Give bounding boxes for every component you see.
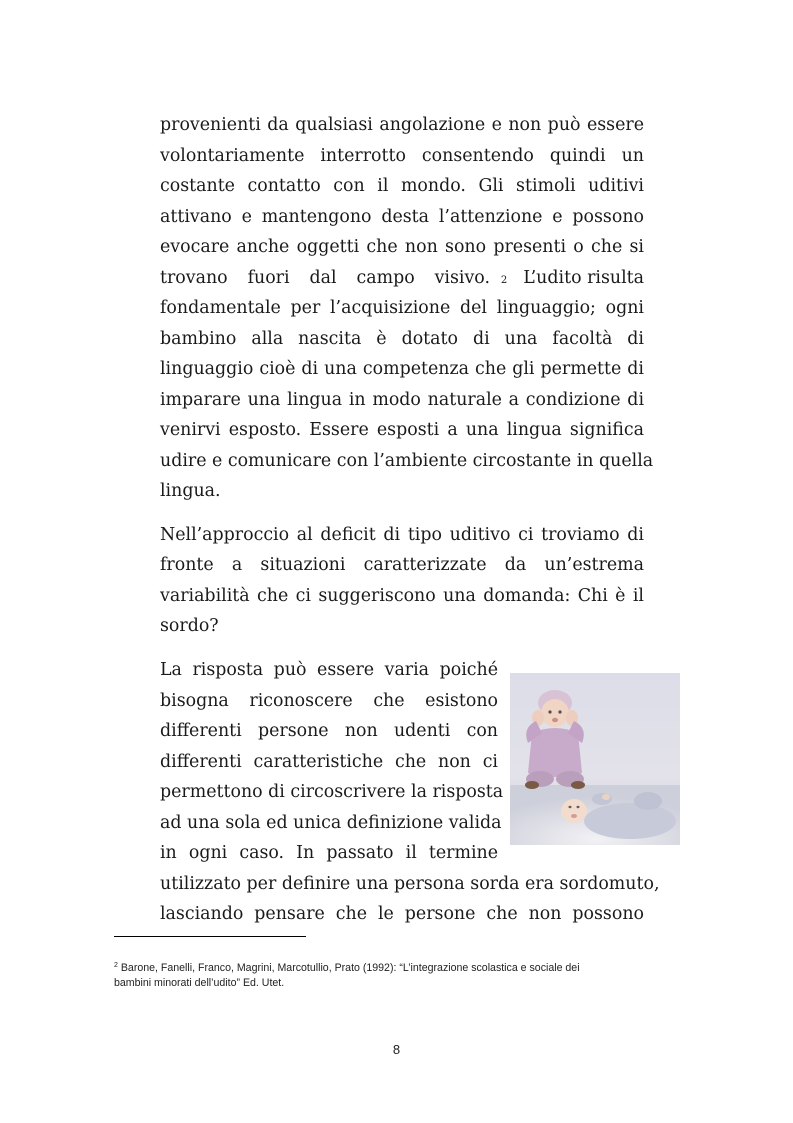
footnote-line bbox=[114, 961, 580, 976]
text-line: attivano e mantengono desta l’attenzione e possono bbox=[160, 207, 644, 227]
text-line: bisogna riconoscere che esistono bbox=[160, 691, 498, 711]
text-segment: trovano fuori dal campo visivo. bbox=[160, 268, 490, 288]
text-line: ad una sola ed unica definizione valida bbox=[160, 813, 502, 833]
text-line: provenienti da qualsiasi angolazione e non può essere bbox=[160, 115, 644, 135]
text-line: trovano fuori dal campo visivo. 2 L’udito risulta bbox=[160, 268, 644, 288]
text-line: costante contatto con il mondo. Gli stimoli uditivi bbox=[160, 176, 644, 196]
text-line: linguaggio cioè di una competenza che gli permette di bbox=[160, 359, 644, 379]
text-line: differenti caratteristiche che non ci bbox=[160, 752, 498, 772]
text-line: lasciando pensare che le persone che non possono bbox=[160, 904, 644, 924]
text-line: udire e comunicare con l’ambiente circostante in quella bbox=[160, 451, 654, 471]
footnote-line: bambini minorati dell’udito” Ed. Utet. bbox=[114, 977, 285, 989]
text-line: evocare anche oggetti che non sono presenti o che si bbox=[160, 237, 644, 257]
footnote-separator bbox=[114, 936, 306, 937]
text-line: lingua. bbox=[160, 481, 221, 501]
text-segment: L’udito risulta bbox=[523, 268, 644, 288]
text-line: fronte a situazioni caratterizzate da un’estrema bbox=[160, 555, 644, 575]
baby-photo bbox=[510, 673, 680, 845]
text-line: volontariamente interrotto consentendo quindi un bbox=[160, 146, 644, 166]
text-line: imparare una lingua in modo naturale a condizione di bbox=[160, 390, 644, 410]
text-line: Nell’approccio al deficit di tipo uditivo ci troviamo di bbox=[160, 525, 644, 545]
page-number: 8 bbox=[392, 1042, 401, 1057]
text-line: utilizzato per definire una persona sorda era sordomuto, bbox=[160, 874, 660, 894]
text-line: permettono di circoscrivere la risposta bbox=[160, 782, 504, 802]
text-line: in ogni caso. In passato il termine bbox=[160, 843, 498, 863]
text-line: fondamentale per l’acquisizione del linguaggio; ogni bbox=[160, 298, 644, 318]
text-line: venirvi esposto. Essere esposti a una lingua significa bbox=[160, 420, 644, 440]
footnote-text: Barone, Fanelli, Franco, Magrini, Marcotullio, Prato (1992): “L’integrazione scolastica e sociale dei bbox=[120, 962, 580, 974]
text-line: La risposta può essere varia poiché bbox=[160, 660, 498, 680]
footnote-number: 2 bbox=[114, 962, 118, 969]
text-line: differenti persone non udenti con bbox=[160, 721, 498, 741]
text-line: variabilità che ci suggeriscono una domanda: Chi è il bbox=[160, 586, 644, 606]
text-line: bambino alla nascita è dotato di una facoltà di bbox=[160, 329, 644, 349]
text-line: sordo? bbox=[160, 616, 219, 636]
